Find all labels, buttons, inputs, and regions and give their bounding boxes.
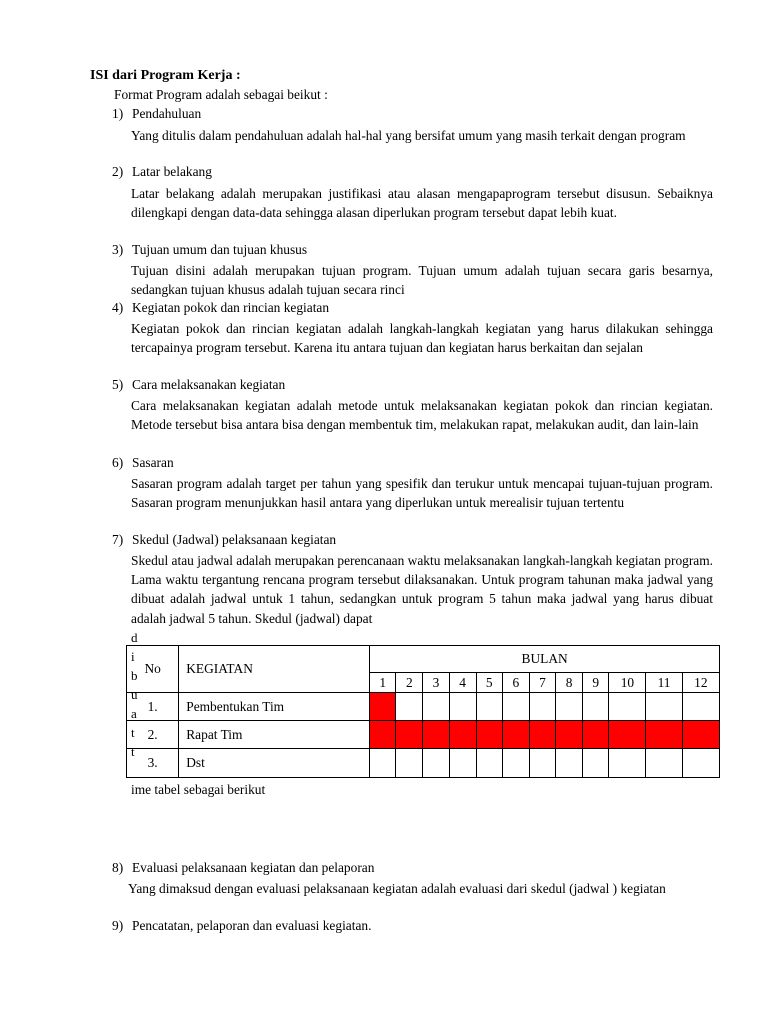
month-cell: [502, 693, 529, 721]
header-no: No: [127, 646, 179, 693]
section-5-body: Cara melaksanakan kegiatan adalah metode untuk melaksanakan kegiatan pokok dan rincian kegiatan. Metode tersebut bisa antara bisa dengan membentuk tim, melakukan rapat, melakukan audit, dan lain-lain: [131, 398, 713, 433]
month-cell: [396, 693, 423, 721]
wrapped-letter: u: [131, 687, 138, 702]
section-title: Tujuan umum dan tujuan khusus: [132, 242, 308, 257]
month-header: 2: [396, 673, 423, 693]
month-cell: [529, 693, 555, 721]
month-cell: [646, 693, 682, 721]
after-table-text: ime tabel sebagai berikut: [131, 782, 266, 797]
month-header: 7: [529, 673, 555, 693]
section-number: 1): [112, 106, 124, 121]
row-number: 2.: [127, 721, 179, 749]
month-cell: [556, 721, 583, 749]
month-cell: [396, 721, 423, 749]
wrapped-letter: t: [131, 725, 135, 740]
section-3-heading: [112, 242, 307, 258]
row-activity: Rapat Tim: [179, 721, 370, 749]
month-cell: [476, 693, 502, 721]
section-8-heading: [112, 860, 374, 876]
month-cell: [423, 721, 449, 749]
section-number: 5): [112, 377, 124, 392]
month-header: 8: [556, 673, 583, 693]
month-cell: [423, 693, 449, 721]
month-cell: [682, 693, 719, 721]
section-4-heading: [112, 300, 329, 316]
section-title: Skedul (Jadwal) pelaksanaan kegiatan: [132, 532, 337, 547]
section-6-heading: [112, 455, 174, 471]
intro-text: Format Program adalah sebagai beikut :: [114, 87, 328, 102]
month-cell: [370, 749, 396, 778]
section-number: 2): [112, 164, 124, 179]
table-row: [127, 693, 720, 721]
month-cell: [646, 749, 682, 778]
month-cell: [556, 693, 583, 721]
month-cell: [502, 749, 529, 778]
month-header: 5: [476, 673, 502, 693]
month-cell: [646, 721, 682, 749]
section-number: 9): [112, 918, 124, 933]
section-title: Cara melaksanakan kegiatan: [132, 377, 286, 392]
document-title: ISI dari Program Kerja :: [90, 68, 241, 83]
wrapped-letter: a: [131, 706, 137, 721]
section-title: Pendahuluan: [132, 106, 202, 121]
month-cell: [609, 721, 646, 749]
header-bulan: BULAN: [370, 646, 720, 673]
section-number: 3): [112, 242, 124, 257]
section-title: Latar belakang: [132, 164, 212, 179]
schedule-table: [126, 645, 720, 778]
month-header: 10: [609, 673, 646, 693]
section-9-heading: [112, 918, 371, 934]
month-cell: [609, 749, 646, 778]
section-7-body: Skedul atau jadwal adalah merupakan perencanaan waktu melaksanakan langkah-langkah kegiatan program. Lama waktu tergantung rencana program tersebut dilaksanakan. Untuk program tahunan maka jadwal yang dibuat adalah jadwal untuk 1 tahun, sedangkan untuk program 5 tahun maka jadwal yang harus dibuat adalah jadwal 5 tahun. Skedul (jadwal) dapat: [131, 553, 713, 626]
header-kegiatan: KEGIATAN: [179, 646, 370, 693]
month-cell: [370, 721, 396, 749]
section-3-body: Tujuan disini adalah merupakan tujuan program. Tujuan umum adalah tujuan secara garis besarnya, sedangkan tujuan khusus adalah tujuan secara rinci: [131, 263, 713, 298]
section-5-heading: [112, 377, 285, 393]
section-2-heading: [112, 164, 212, 180]
wrapped-letter: b: [131, 668, 138, 683]
section-1-heading: [112, 106, 201, 122]
section-number: 8): [112, 860, 124, 875]
month-cell: [583, 721, 609, 749]
month-cell: [502, 721, 529, 749]
month-cell: [583, 749, 609, 778]
wrapped-letter: d: [131, 630, 138, 645]
section-title: Evaluasi pelaksanaan kegiatan dan pelaporan: [132, 860, 375, 875]
section-number: 6): [112, 455, 124, 470]
section-1-body: Yang ditulis dalam pendahuluan adalah hal-hal yang bersifat umum yang masih terkait dengan program: [131, 128, 686, 143]
month-cell: [609, 693, 646, 721]
month-cell: [682, 749, 719, 778]
month-header: 6: [502, 673, 529, 693]
month-header: 9: [583, 673, 609, 693]
month-cell: [370, 693, 396, 721]
month-cell: [583, 693, 609, 721]
section-title: Sasaran: [132, 455, 174, 470]
section-title: Kegiatan pokok dan rincian kegiatan: [132, 300, 330, 315]
table-row: [127, 749, 720, 778]
row-activity: Dst: [179, 749, 370, 778]
month-cell: [682, 721, 719, 749]
month-header: 11: [646, 673, 682, 693]
month-header: 3: [423, 673, 449, 693]
month-cell: [396, 749, 423, 778]
section-7-heading: [112, 532, 336, 548]
month-cell: [476, 721, 502, 749]
month-header: 12: [682, 673, 719, 693]
month-header: 4: [449, 673, 476, 693]
month-cell: [529, 721, 555, 749]
section-number: 7): [112, 532, 124, 547]
month-cell: [423, 749, 449, 778]
section-number: 4): [112, 300, 124, 315]
month-cell: [449, 693, 476, 721]
month-cell: [449, 749, 476, 778]
section-4-body: Kegiatan pokok dan rincian kegiatan adalah langkah-langkah kegiatan yang harus dilakukan sehingga tercapainya program tersebut. Karena itu antara tujuan dan kegiatan harus berkaitan dan sejalan: [131, 321, 713, 356]
table-row: [127, 721, 720, 749]
month-cell: [449, 721, 476, 749]
wrapped-letter: t: [131, 744, 135, 759]
section-6-body: Sasaran program adalah target per tahun yang spesifik dan terukur untuk mencapai tujuan-tujuan program. Sasaran program menunjukkan hasil antara yang diperlukan untuk merealisir tujuan tertentu: [131, 476, 713, 511]
section-title: Pencatatan, pelaporan dan evaluasi kegiatan.: [132, 918, 372, 933]
section-8-body: Yang dimaksud dengan evaluasi pelaksanaan kegiatan adalah evaluasi dari skedul (jadwal ) kegiatan: [128, 881, 666, 896]
month-header: 1: [370, 673, 396, 693]
row-number: 3.: [127, 749, 179, 778]
row-number: 1.: [127, 693, 179, 721]
month-cell: [556, 749, 583, 778]
section-2-body: Latar belakang adalah merupakan justifikasi atau alasan mengapaprogram tersebut disusun. Sebaiknya dilengkapi dengan data-data sehingga alasan diperlukan program tersebut dapat lebih kuat.: [131, 186, 713, 221]
month-cell: [476, 749, 502, 778]
month-cell: [529, 749, 555, 778]
wrapped-letter: i: [131, 649, 135, 664]
row-activity: Pembentukan Tim: [179, 693, 370, 721]
